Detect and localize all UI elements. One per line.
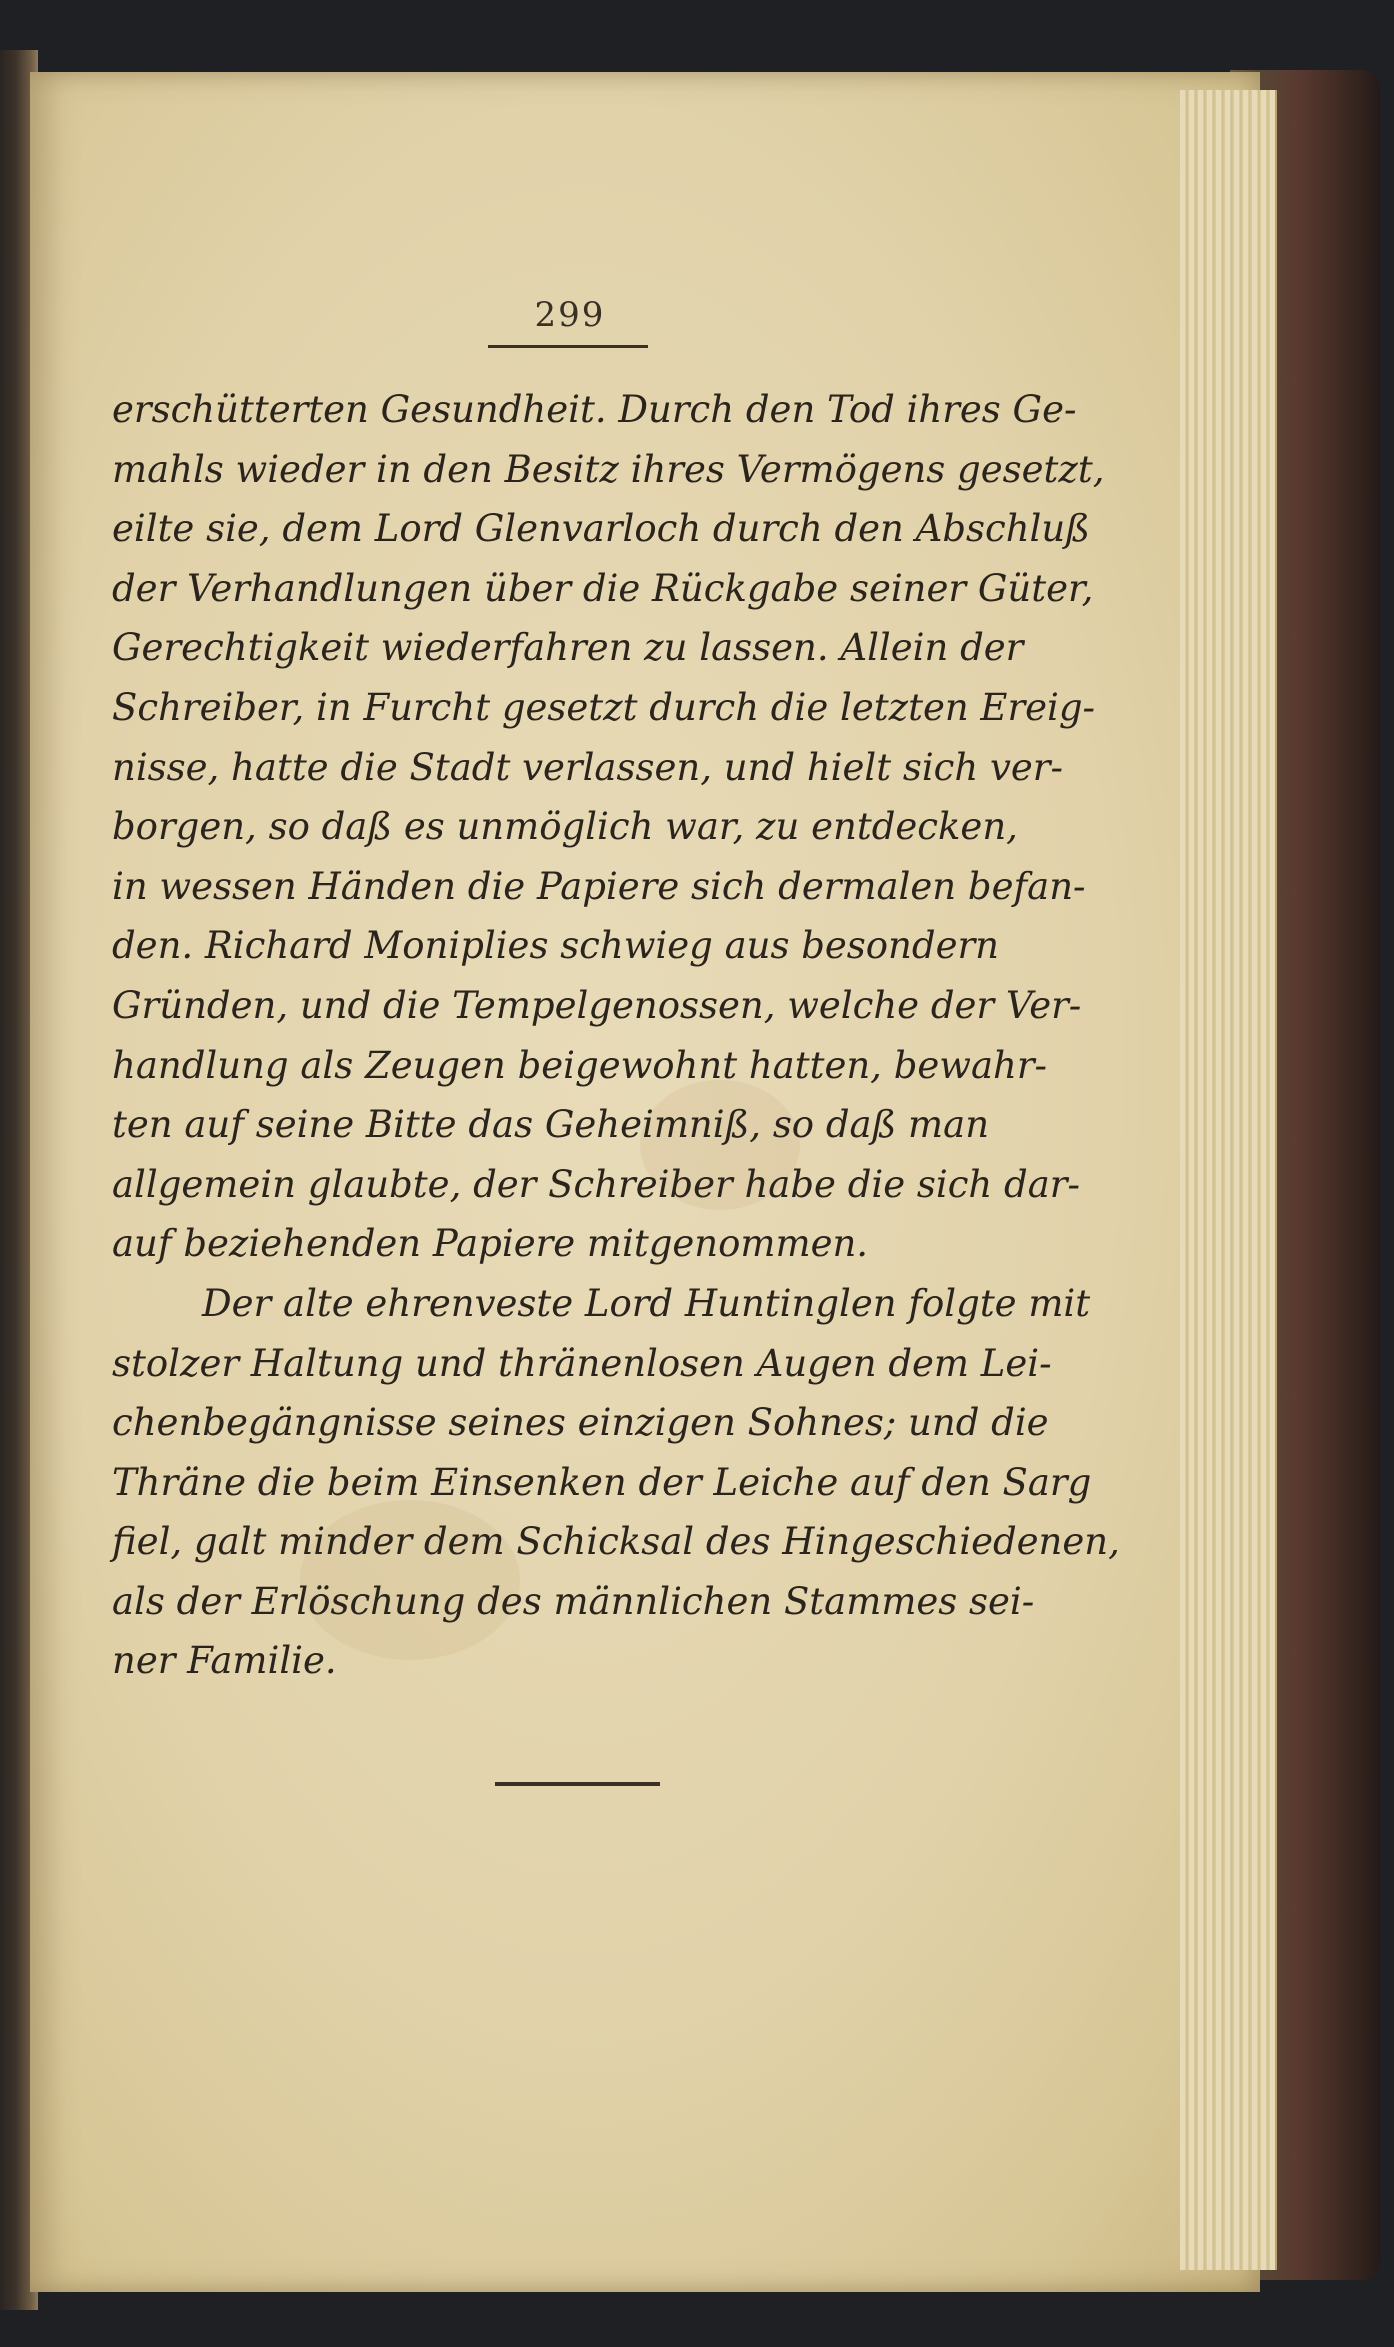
page-number: 299 [534, 295, 606, 335]
text-line: stolzer Haltung und thränenlosen Augen dem Lei- [112, 1341, 1052, 1385]
text-line: in wessen Händen die Papiere sich dermalen befan- [112, 864, 1086, 908]
text-line: eilte sie, dem Lord Glenvarloch durch den Abschluß [112, 507, 1090, 551]
header-rule [488, 345, 648, 348]
text-line: Gründen, und die Tempelgenossen, welche der Ver- [112, 983, 1082, 1027]
end-rule [495, 1782, 660, 1786]
text-line: als der Erlöschung des männlichen Stammes sei- [112, 1579, 1035, 1623]
text-line: handlung als Zeugen beigewohnt hatten, bewahr- [112, 1043, 1048, 1087]
text-line: Thräne die beim Einsenken der Leiche auf den Sarg [112, 1460, 1092, 1504]
body-text [112, 380, 1120, 1691]
text-line: borgen, so daß es unmöglich war, zu entdecken, [112, 805, 1018, 849]
text-line: fiel, galt minder dem Schicksal des Hingeschiedenen, [112, 1520, 1120, 1564]
text-line: chenbegängnisse seines einzigen Sohnes; und die [112, 1401, 1049, 1445]
text-line: ten auf seine Bitte das Geheimniß, so daß man [112, 1103, 990, 1147]
text-line: auf beziehenden Papiere mitgenommen. [112, 1222, 869, 1266]
text-line: allgemein glaubte, der Schreiber habe die sich dar- [112, 1162, 1080, 1206]
text-line: der Verhandlungen über die Rückgabe seiner Güter, [112, 566, 1094, 610]
text-line: erschütterten Gesundheit. Durch den Tod ihres Ge- [112, 388, 1077, 431]
text-line: Schreiber, in Furcht gesetzt durch die letzten Ereig- [112, 685, 1096, 729]
text-line: den. Richard Moniplies schwieg aus besondern [112, 924, 999, 968]
page-edges [1180, 90, 1277, 2270]
text-line: ner Familie. [112, 1639, 337, 1683]
text-line: mahls wieder in den Besitz ihres Vermögens gesetzt, [112, 447, 1105, 491]
text-line: Der alte ehrenveste Lord Huntinglen folgte mit [202, 1281, 1091, 1325]
text-line: nisse, hatte die Stadt verlassen, und hielt sich ver- [112, 745, 1063, 789]
text-line: Gerechtigkeit wiederfahren zu lassen. Allein der [112, 626, 1024, 670]
